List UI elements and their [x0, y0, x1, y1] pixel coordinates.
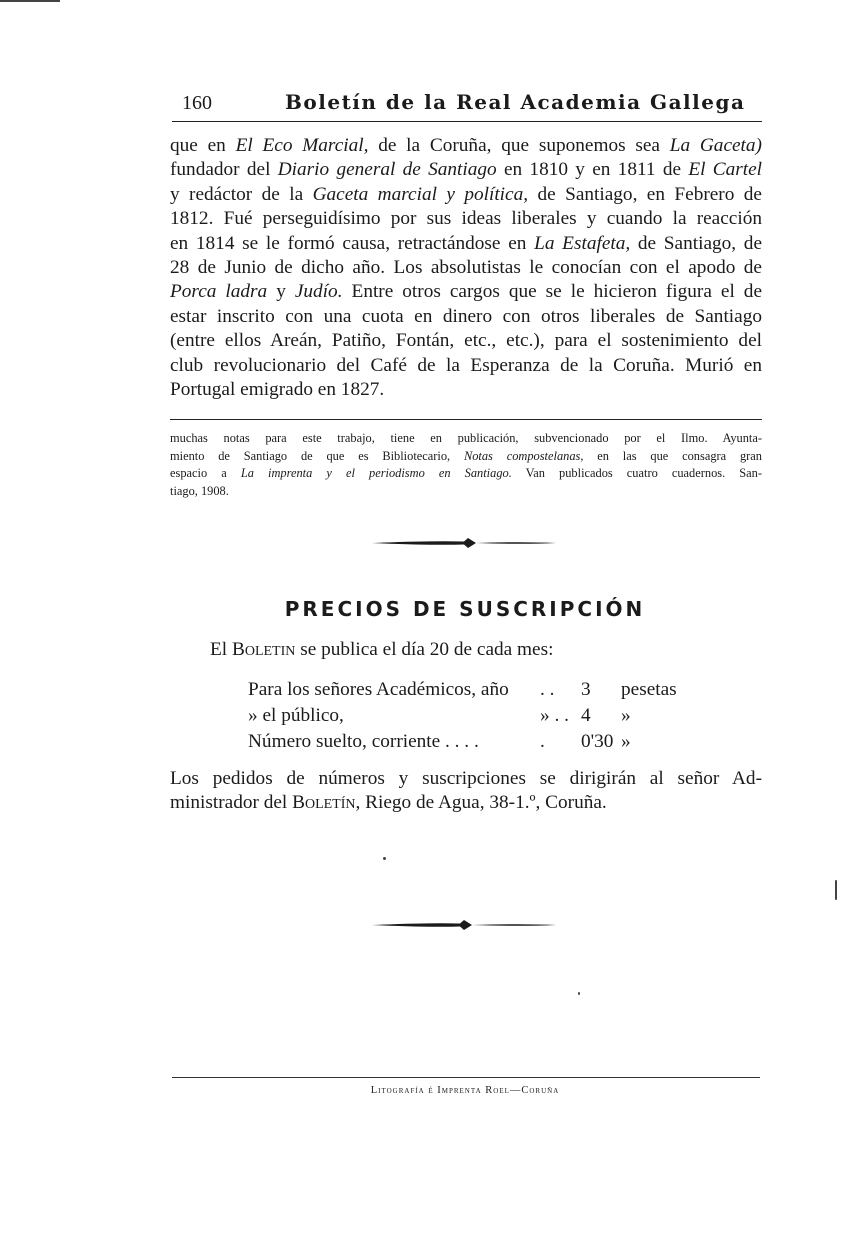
text-line: [170, 256, 762, 280]
page-number: 160: [182, 92, 212, 114]
text-run: espacio a: [170, 466, 241, 481]
price-label: Para los señores Académicos, año: [248, 679, 509, 700]
text-run: 28 de Junio de dicho año. Los absolutistas le conocían con el apodo de: [170, 256, 762, 278]
text-run: tiago, 1908.: [170, 483, 229, 498]
italic-title: El Cartel: [688, 159, 763, 181]
paper-speck: [383, 857, 386, 860]
price-unit: »: [621, 731, 631, 752]
price-amount: 4: [581, 705, 591, 726]
text-line: [170, 465, 762, 483]
text-line: [170, 232, 762, 256]
price-unit: »: [621, 705, 631, 726]
text-line: [170, 430, 762, 448]
text-run: , Riego de Agua, 38-1.º, Coruña.: [355, 792, 607, 814]
paper-speck: [0, 0, 60, 2]
text-line: [170, 158, 762, 182]
italic-title: Judío.: [294, 281, 343, 303]
text-run: 1812. Fué perseguidísimo por sus ideas liberales y cuando la reacción: [170, 208, 762, 230]
text-line: [170, 483, 762, 501]
text-line: [170, 448, 762, 466]
text-run: Los pedidos de números y suscripciones se dirigirán al señor Ad-: [170, 768, 762, 789]
text-line: [170, 767, 762, 791]
running-title: Boletín de la Real Academia Gallega: [285, 90, 746, 114]
text-run: se publica el día 20 de cada mes:: [295, 639, 554, 660]
text-line: [170, 354, 762, 378]
text-run: en 1814 se le formó causa, retractándose en: [170, 232, 535, 254]
text-run: de la Coruña, que suponemos sea: [368, 135, 670, 156]
text-line: [170, 329, 762, 353]
text-run: (entre ellos Areán, Patiño, Fontán, etc., etc.), para el sostenimiento del: [170, 330, 762, 352]
price-table: [248, 679, 708, 757]
paper-speck: [835, 880, 837, 900]
text-run: de Santiago, en Febrero de: [528, 183, 762, 205]
price-row: [248, 705, 708, 731]
italic-title: Porca ladra: [170, 281, 268, 303]
text-run: y: [267, 281, 295, 303]
italic-title: La Gaceta): [669, 135, 762, 156]
text-run: en las que consagra gran: [583, 448, 762, 463]
header-rule: [172, 121, 762, 122]
text-run: Entre otros cargos que se le hicieron figura el de: [342, 281, 763, 303]
italic-title: Diario general de Santiago: [277, 159, 497, 181]
text-line: [170, 305, 762, 329]
orders-paragraph: [170, 767, 762, 816]
smallcaps-text: Boletin: [231, 639, 296, 660]
price-amount: 0'30: [581, 731, 614, 752]
price-label: » el público,: [248, 705, 344, 726]
italic-title: El Eco Marcial,: [235, 135, 369, 156]
paper-speck: [578, 992, 580, 995]
page-header: [172, 86, 762, 122]
text-run: ministrador del: [170, 792, 293, 814]
text-run: fundador del: [170, 159, 278, 181]
text-run: estar inscrito con una cuota en dinero con otros liberales de Santiago: [170, 305, 762, 327]
footnote-rule: [170, 419, 762, 420]
footnote: [170, 430, 762, 500]
text-run: de Santiago, de: [630, 232, 763, 254]
text-run: Van publicados cuatro cuadernos. San-: [511, 466, 762, 481]
price-row: [248, 679, 708, 705]
leader-dots: » . .: [540, 705, 569, 726]
text-run: El: [210, 639, 232, 660]
price-unit: pesetas: [621, 679, 677, 700]
italic-title: La Estafeta,: [534, 232, 631, 254]
italic-title: Notas compostelanas,: [463, 448, 584, 463]
text-run: que en: [170, 135, 236, 156]
printer-imprint: Litografía é Imprenta Roel—Coruña: [370, 1085, 560, 1096]
text-line: [170, 183, 762, 207]
price-row: [248, 731, 708, 757]
text-run: miento de Santiago de que es Bibliotecario,: [170, 448, 464, 463]
italic-title: La imprenta y el periodismo en Santiago.: [240, 466, 512, 481]
text-run: Portugal emigrado en 1827.: [170, 378, 385, 400]
price-amount: 3: [581, 679, 591, 700]
price-label: Número suelto, corriente . . . .: [248, 731, 479, 752]
ornament-divider-top: [372, 537, 556, 549]
section-title: PRECIOS DE SUSCRIPCIÓN: [284, 597, 646, 621]
text-line: [170, 134, 762, 158]
smallcaps-text: Boletín: [292, 792, 356, 814]
body-paragraph: [170, 134, 762, 402]
italic-title: Gaceta marcial y política,: [312, 183, 529, 205]
leader-dots: . .: [540, 679, 555, 700]
leader-dots: .: [540, 731, 545, 752]
text-run: club revolucionario del Café de la Esperanza de la Coruña. Murió en: [170, 354, 762, 376]
text-run: muchas notas para este trabajo, tiene en publicación, subvencionado por el Ilmo. Ayunta-: [170, 431, 762, 445]
ornament-divider-bottom: [372, 919, 556, 931]
text-run: y redáctor de la: [170, 183, 313, 205]
subscription-intro: [210, 639, 553, 661]
text-run: en 1810 y en 1811 de: [496, 159, 689, 181]
footer-rule: [172, 1077, 760, 1078]
text-line: [170, 207, 762, 231]
text-line: [170, 280, 762, 304]
text-line: [170, 791, 762, 815]
text-line: [170, 378, 762, 402]
